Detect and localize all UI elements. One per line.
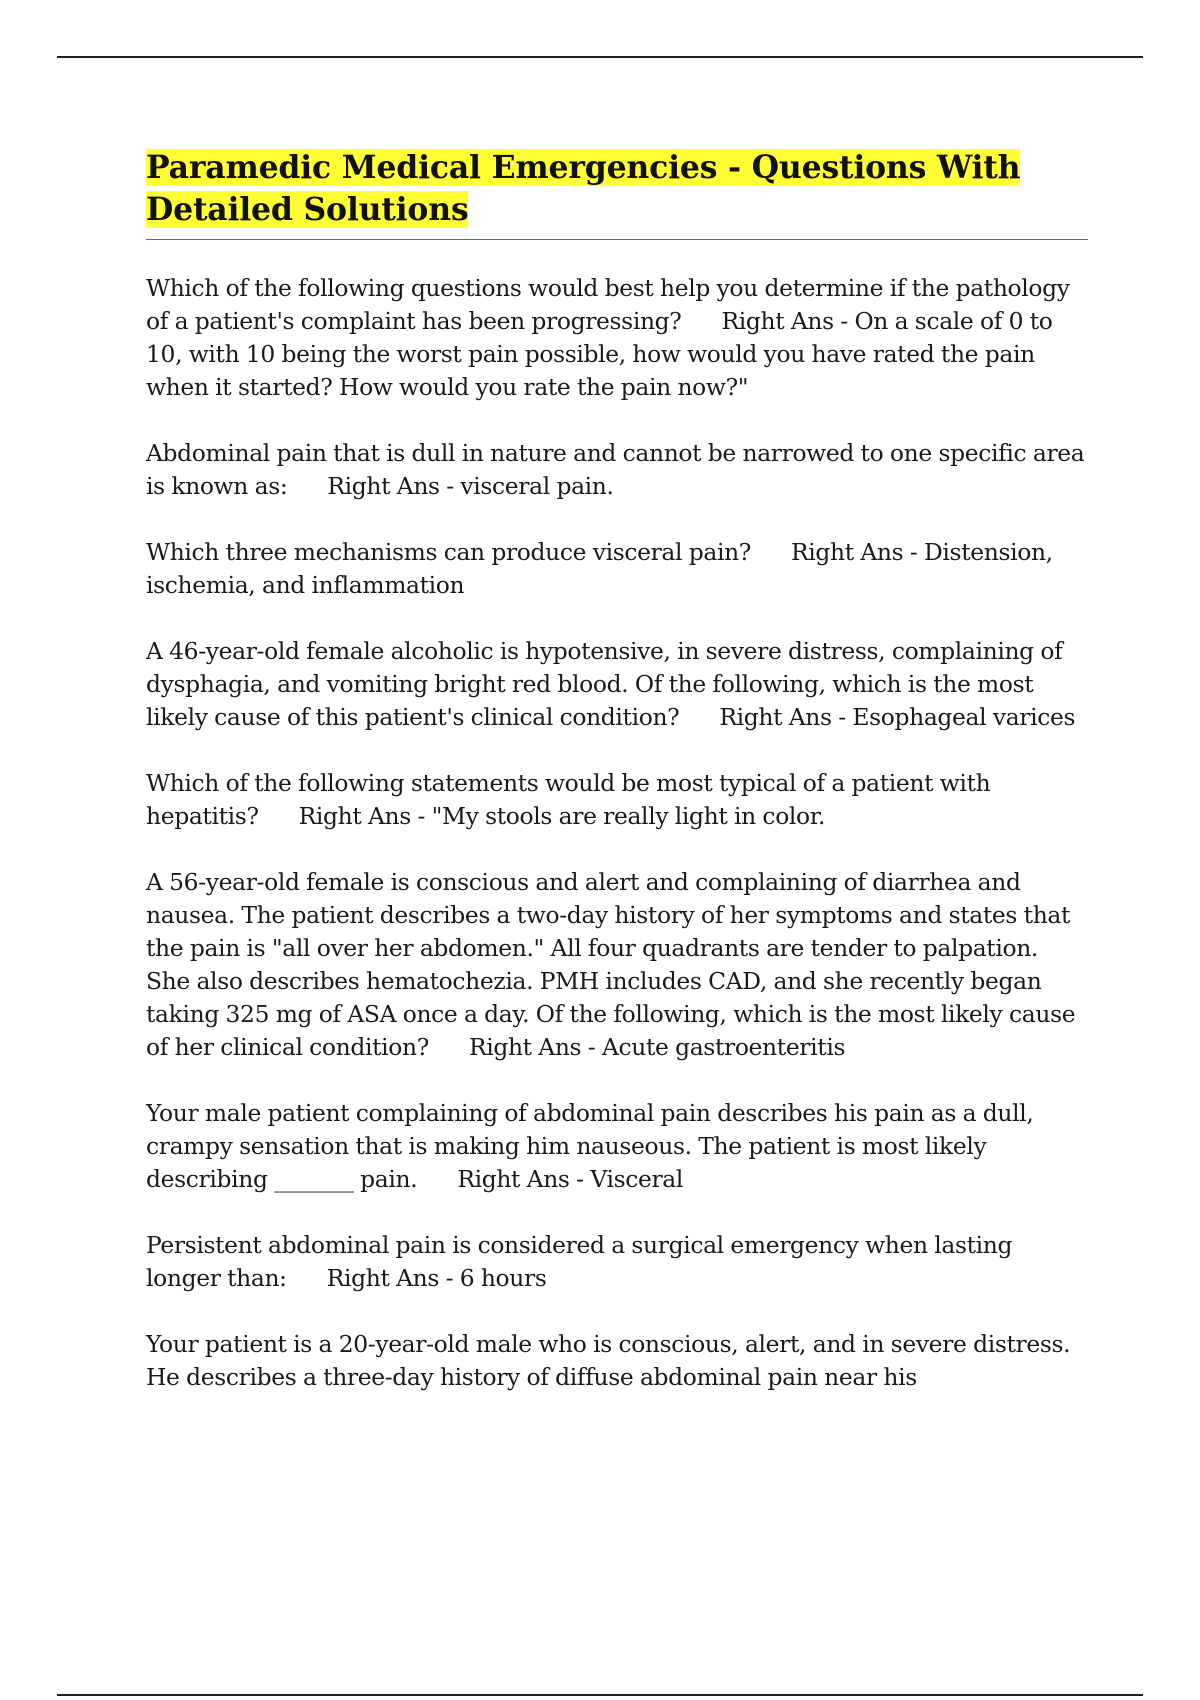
qa-item-partial (146, 1328, 1086, 1394)
qa-item (146, 1229, 1086, 1295)
title-underline-rule (146, 239, 1088, 240)
qa-item (146, 1097, 1086, 1196)
question-text: Abdominal pain that is dull in nature and cannot be narrowed to one specific area is known as: (146, 439, 1085, 500)
answer-text: Esophageal varices (852, 703, 1076, 731)
question-text: Which of the following statements would be most typical of a patient with hepatitis? (146, 769, 991, 830)
document-title-text: Paramedic Medical Emergencies - Questions With Detailed Solutions (146, 149, 1021, 228)
answer-text: visceral pain. (460, 472, 614, 500)
answer-prefix: Right Ans - (719, 703, 853, 731)
qa-item (146, 272, 1086, 404)
qa-item (146, 866, 1086, 1064)
answer-prefix: Right Ans - (721, 307, 855, 335)
answer-text: Distension, ischemia, and inflammation (146, 538, 1053, 599)
answer-prefix: Right Ans - (468, 1033, 602, 1061)
question-text: Your male patient complaining of abdominal pain describes his pain as a dull, crampy sensation that is making him nauseous. The patient is most likely describing _______ pain. (146, 1099, 1034, 1193)
document-body (146, 147, 1086, 1427)
question-text: A 46-year-old female alcoholic is hypotensive, in severe distress, complaining of dysphagia, and vomiting bright red blood. Of the following, which is the most likely cause of this patient's clinical condition? (146, 637, 1063, 731)
answer-prefix: Right Ans - (326, 1264, 460, 1292)
qa-item (146, 767, 1086, 833)
answer-prefix: Right Ans - (457, 1165, 591, 1193)
qa-item (146, 635, 1086, 734)
qa-item (146, 437, 1086, 503)
answer-text: Visceral (590, 1165, 684, 1193)
question-text: Your patient is a 20-year-old male who is conscious, alert, and in severe distress. He describes a three-day history of diffuse abdominal pain near his (146, 1330, 1071, 1391)
question-text: A 56-year-old female is conscious and alert and complaining of diarrhea and nausea. The patient describes a two-day history of her symptoms and states that the pain is "all over her abdomen." All four quadrants are tender to palpation. She also describes hematochezia. PMH includes CAD, and she recently began taking 325 mg of ASA once a day. Of the following, which is the most likely cause of her clinical condition? (146, 868, 1076, 1061)
question-text: Which three mechanisms can produce visceral pain? (146, 538, 751, 566)
page-bottom-rule (57, 1694, 1143, 1696)
answer-prefix: Right Ans - (327, 472, 461, 500)
answer-prefix: Right Ans - (298, 802, 432, 830)
answer-prefix: Right Ans - (791, 538, 924, 566)
answer-text: On a scale of 0 to 10, with 10 being the worst pain possible, how would you have rated the pain when it started? How would you rate the pain now?" (146, 307, 1053, 401)
qa-item (146, 536, 1086, 602)
question-text: Persistent abdominal pain is considered a surgical emergency when lasting longer than: (146, 1231, 1013, 1292)
document-title (146, 147, 1086, 231)
answer-text: 6 hours (459, 1264, 547, 1292)
page-top-rule (57, 56, 1143, 58)
answer-text: Acute gastroenteritis (601, 1033, 846, 1061)
answer-text: "My stools are really light in color. (431, 802, 826, 830)
qa-list (146, 272, 1086, 1394)
question-text: Which of the following questions would best help you determine if the pathology of a patient's complaint has been progressing? (146, 274, 1070, 335)
